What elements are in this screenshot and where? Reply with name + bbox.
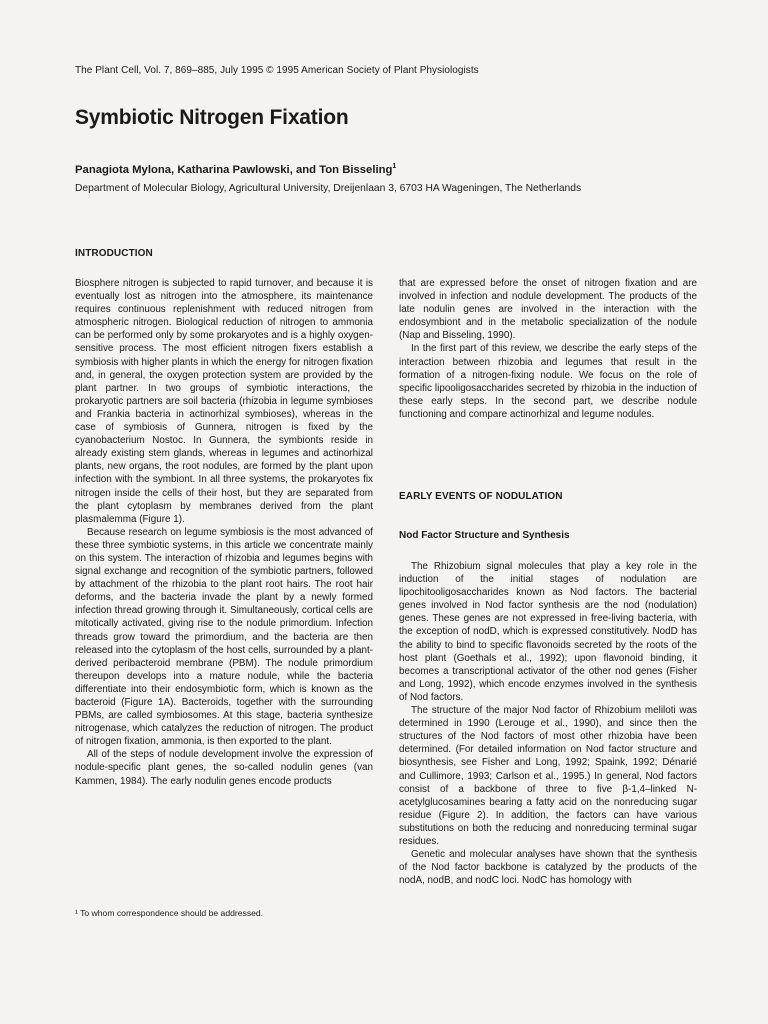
body-paragraph: The Rhizobium signal molecules that play a key role in the induction of the initial stages of nodulation are lipochitooligosaccharides known as Nod factors. The bacterial genes involved in Nod factor synthesis are the nod (nodulation) genes. These genes are not expressed in free-living bacteria, with the exception of nodD, which is expressed constitutively. NodD has the ability to bind to specific flavonoids secreted by the roots of the host plant (Goethals et al., 1992); upon flavonoid binding, it becomes a transcriptional activator of the other nod genes (Fisher and Long, 1992), which encode enzymes involved in the synthesis of Nod factors.: [399, 561, 697, 703]
body-paragraph: In the first part of this review, we describe the early steps of the interaction between rhizobia and legumes that result in the formation of a nitrogen-fixing nodule. We focus on the role of specific lipooligosaccharides secreted by rhizobia in the induction of these early steps. In the second part, we describe nodule functioning and compare actinorhizal and legume nodules.: [399, 343, 697, 420]
footnote-mark: 1: [392, 163, 397, 170]
right-column-top: [399, 277, 697, 421]
body-paragraph: Biosphere nitrogen is subjected to rapid turnover, and because it is eventually lost as nitrogen into the atmosphere, its maintenance requires continuous replenishment with reduced nitrogen from atmospheric nitrogen. Biological reduction of nitrogen to ammonia can be performed only by some prokaryotes and is a highly oxygen-sensitive process. The most efficient nitrogen fixers establish a symbiosis with higher plants in which the energy for nitrogen fixation and, in general, the oxygen protection system are provided by the plant partner. In two groups of symbiotic interactions, the prokaryotic partners are soil bacteria (rhizobia in legume symbioses and Frankia bacteria in actinorhizal symbioses), whereas in the case of symbiosis of Gunnera, nitrogen is fixed by the cyanobacterium Nostoc. In Gunnera, the symbionts reside in already existing stem glands, whereas in legumes and actinorhizal plants, new organs, the root nodules, are formed by the plant upon infection with the symbiont. In all three systems, the prokaryotes fix nitrogen inside the cells of their host, but they are separated from the plant cytoplasm by membranes derived from the plant plasmalemma (Figure 1).: [75, 278, 373, 525]
body-paragraph: All of the steps of nodule development involve the expression of nodule-specific plant genes, the so-called nodulin genes (van Kammen, 1984). The early nodulin genes encode products: [75, 749, 373, 787]
body-paragraph: Genetic and molecular analyses have shown that the synthesis of the Nod factor backbone is catalyzed by the products of the nodA, nodB, and nodC loci. NodC has homology with: [399, 849, 697, 887]
body-paragraph: The structure of the major Nod factor of Rhizobium meliloti was determined in 1990 (Lerouge et al., 1990), and since then the structures of the Nod factors of most other rhizobia have been determined. (For detailed information on Nod factor structure and biosynthesis, see Fisher and Long, 1992; Spaink, 1992; Dénarié and Cullimore, 1993; Carlson et al., 1995.) In general, Nod factors consist of a backbone of three to five β-1,4–linked N-acetylglucosamines bearing a fatty acid on the nonreducing sugar residue (Figure 2). In addition, the factors can have various substitutions on both the reducing and nonreducing terminal sugar residues.: [399, 705, 697, 847]
author-list: [75, 163, 396, 176]
subsection-heading: Nod Factor Structure and Synthesis: [399, 530, 570, 541]
authors-text: Panagiota Mylona, Katharina Pawlowski, and Ton Bisseling: [75, 163, 393, 176]
article-title: Symbiotic Nitrogen Fixation: [75, 106, 349, 129]
journal-citation: The Plant Cell, Vol. 7, 869–885, July 1995 © 1995 American Society of Plant Physiologists: [75, 65, 479, 76]
right-column-bottom: [399, 560, 697, 887]
affiliation: Department of Molecular Biology, Agricultural University, Dreijenlaan 3, 6703 HA Wageningen, The Netherlands: [75, 183, 582, 194]
section-heading-early-events: EARLY EVENTS OF NODULATION: [399, 491, 563, 502]
footnote: ¹ To whom correspondence should be addressed.: [75, 908, 264, 918]
section-heading-introduction: INTRODUCTION: [75, 248, 153, 259]
left-column: [75, 277, 373, 788]
body-paragraph: that are expressed before the onset of nitrogen fixation and are involved in infection and nodule development. The products of the late nodulin genes are involved in the interaction with the endosymbiont and in the metabolic specialization of the nodule (Nap and Bisseling, 1990).: [399, 278, 697, 342]
body-paragraph: Because research on legume symbiosis is the most advanced of these three symbiotic systems, in this article we concentrate mainly on this system. The interaction of rhizobia and legumes begins with signal exchange and recognition of the symbiotic partners, followed by attachment of the rhizobia to the plant root hairs. The root hair deforms, and the bacteria invade the plant by a newly formed infection thread growing through it. Simultaneously, cortical cells are mitotically activated, giving rise to the nodule primordium. Infection threads grow toward the primordium, and the bacteria are then released into the cytoplasm of the host cells, surrounded by a plant-derived peribacteroid membrane (PBM). The nodule primordium thereupon develops into a mature nodule, while the bacteria differentiate into their endosymbiotic form, which is known as the bacteroid (Figure 1A). Bacteroids, together with the surrounding PBMs, are called symbiosomes. At this stage, bacteria synthesize nitrogenase, which catalyzes the reduction of nitrogen. The product of nitrogen fixation, ammonia, is then exported to the plant.: [75, 526, 373, 748]
